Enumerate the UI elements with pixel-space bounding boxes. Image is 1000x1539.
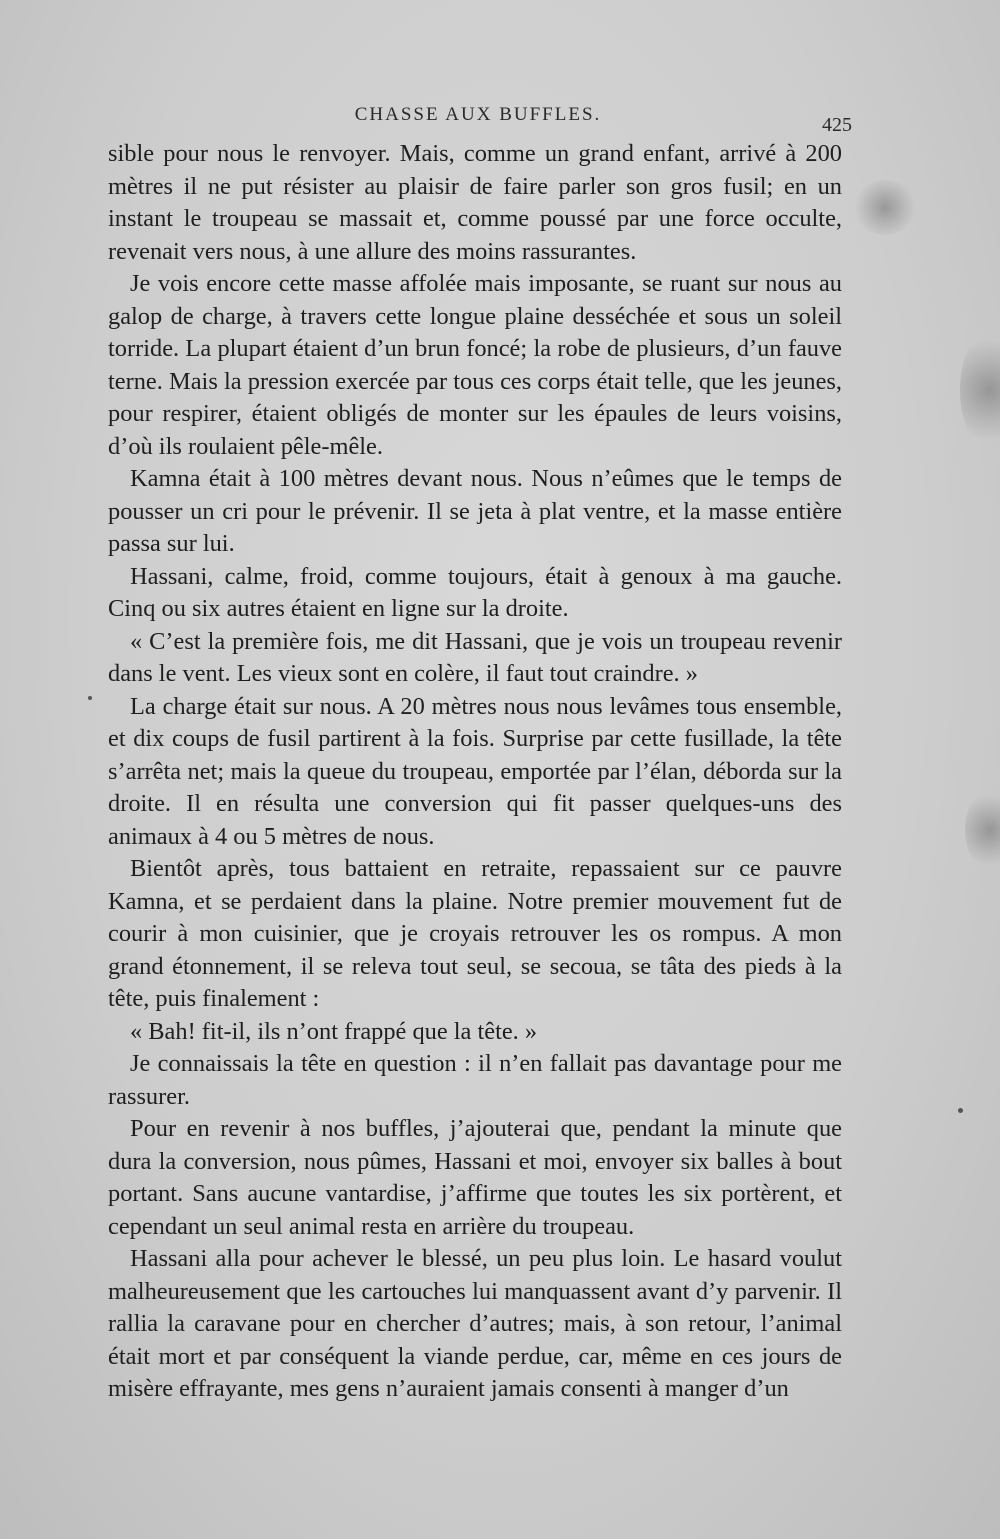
ink-speck	[88, 696, 92, 700]
paragraph: Hassani alla pour achever le blessé, un peu plus loin. Le hasard voulut malheureusement que les cartouches lui manquassent avant d’y parvenir. Il rallia la caravane pour en chercher d’autres; mais, à son retour, l’animal était mort et par conséquent la viande perdue, car, même en ces jours de misère effrayante, mes gens n’auraient jamais consenti à manger d’un	[108, 1245, 842, 1402]
page-header	[108, 104, 852, 136]
page-number: 425	[822, 114, 852, 136]
ink-speck	[958, 1108, 963, 1113]
paper-stain	[855, 180, 915, 235]
running-title: CHASSE AUX BUFFLES.	[354, 104, 602, 125]
paper-stain	[965, 790, 1000, 870]
paragraph: « Bah! fit-il, ils n’ont frappé que la tête. »	[130, 1017, 538, 1045]
paragraph: Je vois encore cette masse affolée mais imposante, se ruant sur nous au galop de charge, à travers cette longue plaine desséchée et sous un soleil torride. La plupart étaient d’un brun foncé; la robe de plusieurs, d’un fauve terne. Mais la pression exercée par tous ces corps était telle, que les jeunes, pour respirer, étaient obligés de monter sur les épaules de leurs voisins, d’où ils roulaient pêle-mêle.	[108, 270, 842, 460]
body-text	[108, 138, 842, 1406]
paragraph: Pour en revenir à nos buffles, j’ajouterai que, pendant la minute que dura la conversion, nous pûmes, Hassani et moi, envoyer six balles à bout portant. Sans aucune vantardise, j’affirme que toutes les six portèrent, et cependant un seul animal resta en arrière du troupeau.	[108, 1115, 842, 1240]
paper-stain	[960, 330, 1000, 450]
paragraph: sible pour nous le renvoyer. Mais, comme un grand enfant, arrivé à 200 mètres il ne put résister au plaisir de faire parler son gros fusil; en un instant le troupeau se massait et, comme poussé par une force occulte, revenait vers nous, à une allure des moins rassurantes.	[108, 140, 842, 265]
paragraph: La charge était sur nous. A 20 mètres nous nous levâmes tous ensemble, et dix coups de fusil partirent à la fois. Surprise par cette fusillade, la tête s’arrêta net; mais la queue du troupeau, emportée par l’élan, déborda sur la droite. Il en résulta une conversion qui fit passer quelques-uns des animaux à 4 ou 5 mètres de nous.	[108, 692, 842, 850]
paragraph: Kamna était à 100 mètres devant nous. Nous n’eûmes que le temps de pousser un cri pour le prévenir. Il se jeta à plat ventre, et la masse entière passa sur lui.	[108, 465, 842, 557]
paragraph: Hassani, calme, froid, comme toujours, était à genoux à ma gauche. Cinq ou six autres étaient en ligne sur la droite.	[108, 562, 842, 622]
paragraph: Bientôt après, tous battaient en retraite, repassaient sur ce pauvre Kamna, et se perdaient dans la plaine. Notre premier mouvement fut de courir à mon cuisinier, que je croyais retrouver les os rompus. A mon grand étonnement, il se releva tout seul, se secoua, se tâta des pieds à la tête, puis finalement :	[108, 855, 842, 1012]
paragraph: « C’est la première fois, me dit Hassani, que je vois un troupeau revenir dans le vent. Les vieux sont en colère, il faut tout craindre. »	[108, 627, 842, 687]
paragraph: Je connaissais la tête en question : il n’en fallait pas davantage pour me rassurer.	[108, 1050, 842, 1110]
